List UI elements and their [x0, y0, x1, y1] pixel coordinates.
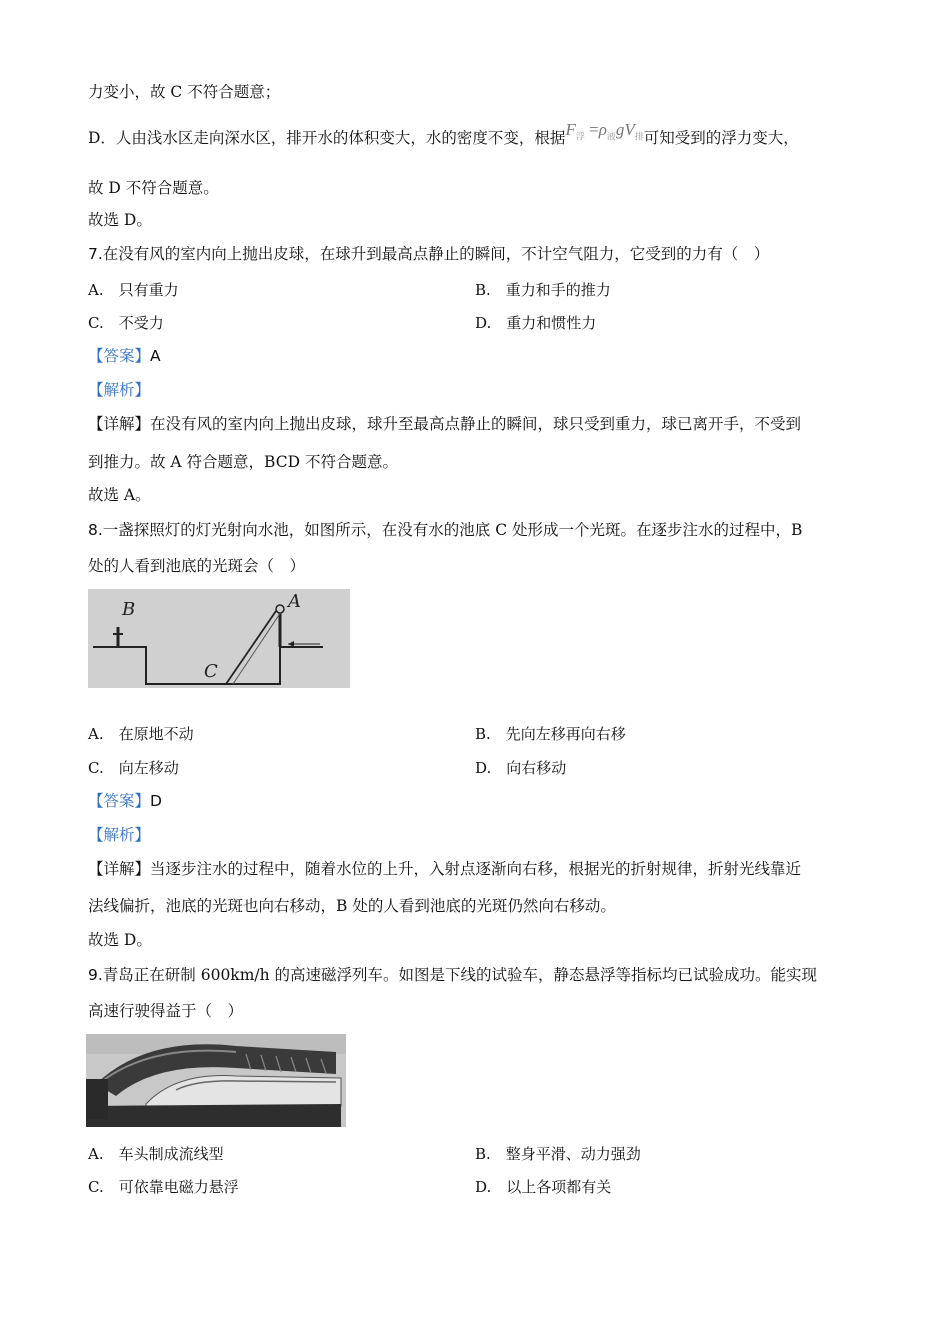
q7-detail: 【详解】在没有风的室内向上抛出皮球，球升至最高点静止的瞬间，球只受到重力，球已离开手，不受到 — [88, 415, 802, 433]
question-8-stem-cont: 处的人看到池底的光斑会（ ） — [88, 557, 306, 575]
q9-option-b: B. 整身平滑、动力强劲 — [475, 1145, 641, 1163]
q8-option-c: C. 向左移动 — [88, 759, 179, 777]
figure-label-b: B — [122, 599, 136, 620]
text-line: 故 D 不符合题意。 — [88, 179, 219, 197]
text-segment: 可知受到的浮力变大， — [643, 129, 799, 147]
pool-diagram — [88, 589, 350, 688]
text-segment: D．人由浅水区走向深水区，排开水的体积变大，水的密度不变，根据 — [88, 129, 566, 147]
q7-choose: 故选 A。 — [88, 486, 151, 504]
q7-option-a: A. 只有重力 — [88, 281, 179, 299]
q8-option-b: B. 先向左移再向右移 — [475, 725, 626, 743]
figure-label-c: C — [204, 661, 218, 682]
q8-choose: 故选 D。 — [88, 931, 152, 949]
question-8-stem: 8.一盏探照灯的灯光射向水池，如图所示，在没有水的池底 C 处形成一个光斑。在逐步注水的过程中，B — [88, 521, 803, 539]
q8-analysis-tag: 【解析】 — [88, 826, 151, 844]
q9-option-c: C. 可依靠电磁力悬浮 — [88, 1178, 239, 1196]
q7-detail-cont: 到推力。故 A 符合题意，BCD 不符合题意。 — [88, 453, 398, 471]
question-9-stem: 9.青岛正在研制 600km/h 的高速磁浮列车。如图是下线的试验车，静态悬浮等指标均已试验成功。能实现 — [88, 966, 818, 984]
pool-figure — [88, 589, 350, 688]
q8-detail: 【详解】当逐步注水的过程中，随着水位的上升，入射点逐渐向右移，根据光的折射规律，折射光线靠近 — [88, 860, 802, 878]
question-7-stem: 7.在没有风的室内向上抛出皮球，在球升到最高点静止的瞬间，不计空气阻力，它受到的力有（ ） — [88, 245, 770, 263]
q7-analysis-tag: 【解析】 — [88, 381, 151, 399]
maglev-train-photo — [86, 1034, 346, 1127]
text-line: 故选 D。 — [88, 211, 152, 229]
q8-detail-cont: 法线偏折，池底的光斑也向右移动，B 处的人看到池底的光斑仍然向右移动。 — [88, 897, 616, 915]
q7-option-b: B. 重力和手的推力 — [475, 281, 611, 299]
q8-answer: 【答案】D — [88, 792, 162, 810]
q9-option-a: A. 车头制成流线型 — [88, 1145, 224, 1163]
figure-label-a: A — [288, 591, 301, 612]
q7-option-c: C. 不受力 — [88, 314, 164, 332]
q8-option-a: A. 在原地不动 — [88, 725, 194, 743]
q7-option-d: D. 重力和惯性力 — [475, 314, 597, 332]
q9-option-d: D. 以上各项都有关 — [475, 1178, 612, 1196]
question-9-stem-cont: 高速行驶得益于（ ） — [88, 1002, 244, 1020]
maglev-train-image — [86, 1034, 346, 1127]
buoyancy-formula: $F_浮 =\rho_液gV_排$ — [565, 120, 644, 142]
q7-answer: 【答案】A — [88, 347, 161, 365]
q8-option-d: D. 向右移动 — [475, 759, 567, 777]
text-line — [88, 120, 799, 154]
text-line: 力变小，故 C 不符合题意； — [88, 83, 281, 101]
